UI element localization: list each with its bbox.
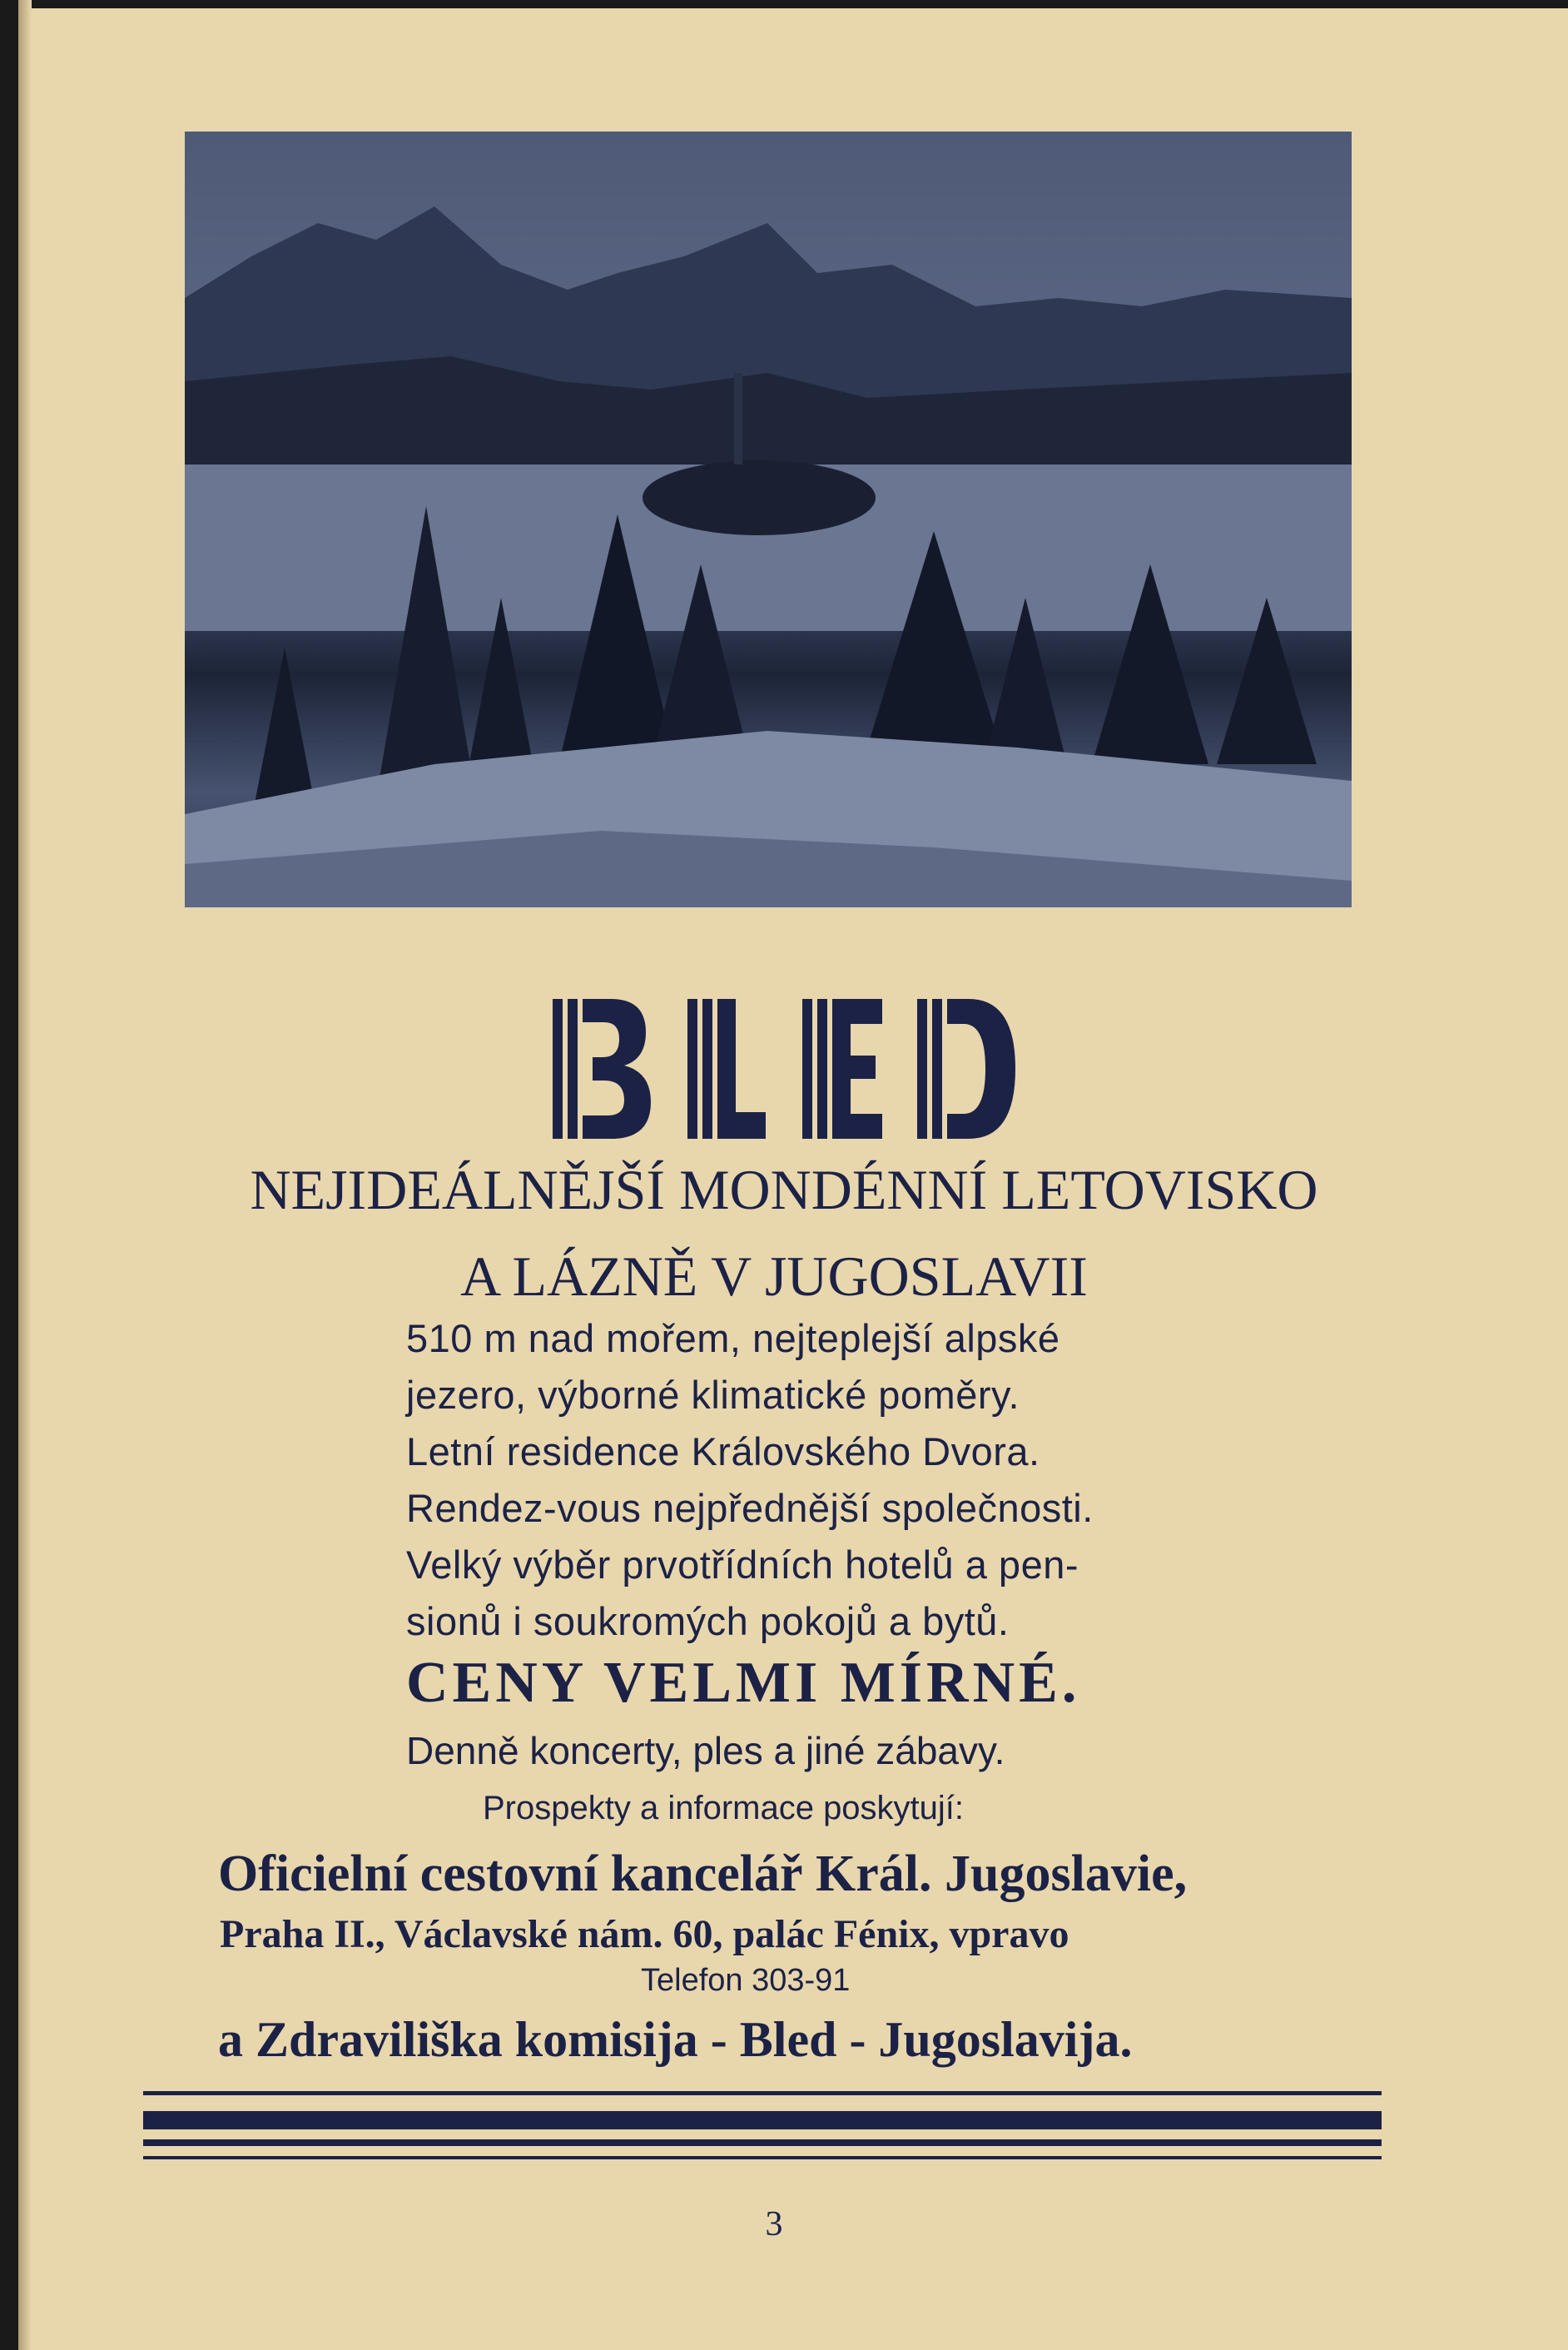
address-line: Praha II., Václavské nám. 60, palác Fénix, vpravo (220, 1912, 1069, 1956)
page-number: 3 (765, 2205, 783, 2243)
bled-logo (553, 999, 1015, 1139)
phone-line: Telefon 303-91 (641, 1963, 851, 1998)
body-line: 510 m nad mořem, nejteplejší alpské (406, 1316, 1060, 1360)
church-tower-shape (734, 373, 742, 465)
headline-line-1: NEJIDEÁLNĚJŠÍ MONDÉNNÍ LETOVISKO (250, 1158, 1318, 1221)
divider-rule (143, 2156, 1382, 2159)
photo-scene (185, 132, 1352, 907)
prospekty-line: Prospekty a informace poskytují: (483, 1790, 965, 1826)
divider-rule (143, 2091, 1382, 2095)
page-top-edge (0, 0, 1568, 8)
body-line: jezero, výborné klimatické poměry. (406, 1373, 1020, 1417)
events-line: Denně koncerty, ples a jiné zábavy. (406, 1729, 1005, 1772)
island-shape (643, 460, 876, 535)
body-line: Velký výběr prvotřídních hotelů a pen- (406, 1543, 1079, 1587)
page-gutter-shadow (18, 0, 32, 2350)
page-binding-edge (0, 0, 18, 2350)
lake-bled-photo (185, 132, 1352, 907)
body-line: sionů i soukromých pokojů a bytů. (406, 1599, 1010, 1643)
prices-heading: CENY VELMI MÍRNÉ. (406, 1651, 1081, 1715)
travel-office-line: Oficielní cestovní kancelář Král. Jugoslavie, (218, 1846, 1188, 1902)
divider-rule (143, 2139, 1382, 2146)
spa-commission-line: a Zdraviliška komisija - Bled - Jugoslavija. (218, 2012, 1133, 2067)
divider-rule (143, 2111, 1382, 2129)
headline-line-2: A LÁZNĚ V JUGOSLAVII (460, 1245, 1088, 1308)
body-line: Rendez-vous nejpřednější společnosti. (406, 1486, 1094, 1530)
body-line: Letní residence Královského Dvora. (406, 1429, 1040, 1473)
